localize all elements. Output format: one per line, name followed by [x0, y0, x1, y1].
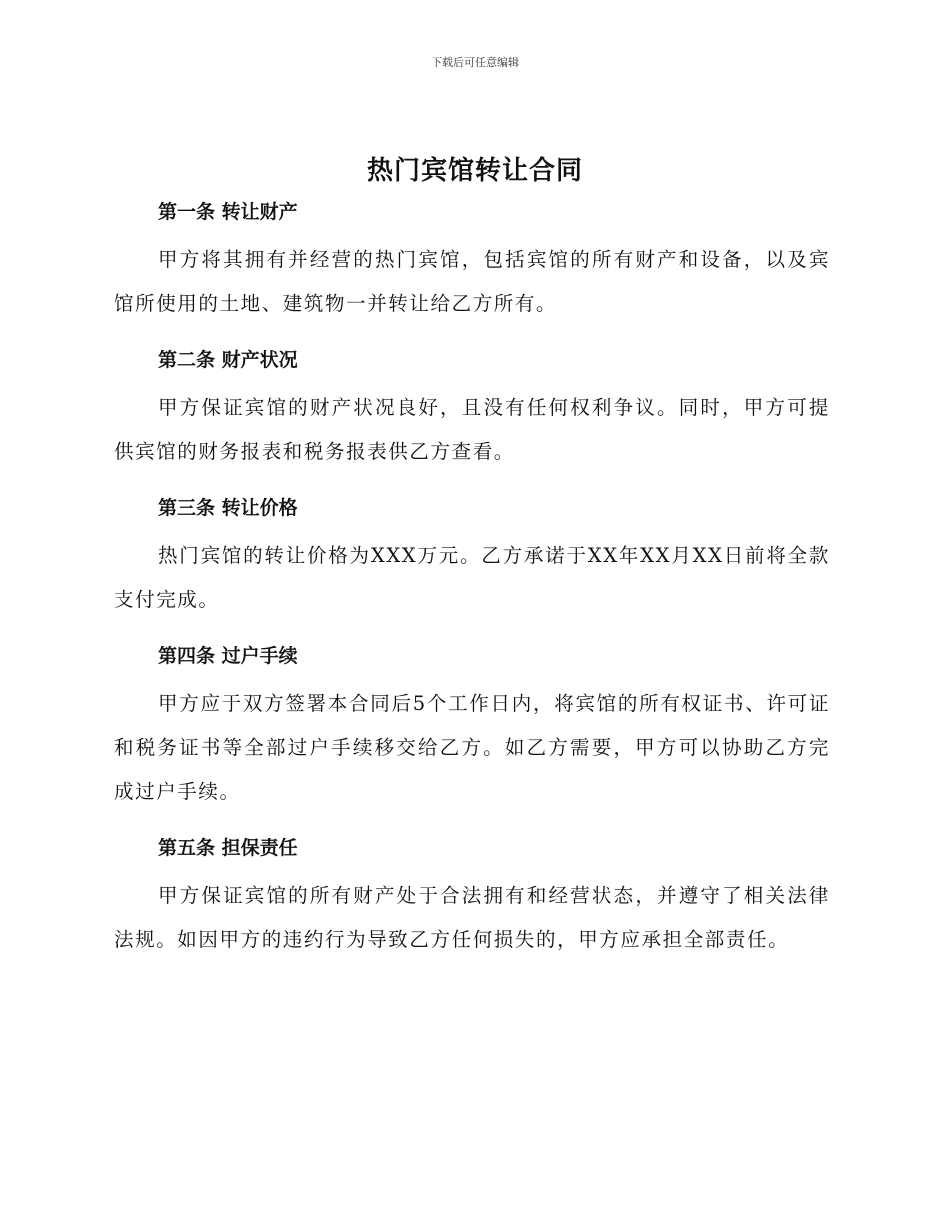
section-heading: 第四条 过户手续 [158, 645, 298, 667]
section-3 [114, 492, 830, 622]
section-4 [114, 640, 830, 814]
section-body: 甲方保证宾馆的所有财产处于合法拥有和经营状态，并遵守了相关法律法规。如因甲方的违约行为导致乙方任何损失的，甲方应承担全部责任。 [114, 884, 830, 951]
section-2 [114, 344, 830, 474]
document-title: 热门宾馆转让合同 [366, 156, 583, 186]
section-heading: 第一条 转让财产 [158, 201, 298, 223]
section-body: 甲方保证宾馆的财产状况良好，且没有任何权利争议。同时，甲方可提供宾馆的财务报表和税务报表供乙方查看。 [114, 396, 830, 463]
section-body: 热门宾馆的转让价格为XXX万元。乙方承诺于XX年XX月XX日前将全款支付完成。 [114, 544, 830, 611]
section-body: 甲方将其拥有并经营的热门宾馆，包括宾馆的所有财产和设备，以及宾馆所使用的土地、建筑物一并转让给乙方所有。 [114, 248, 830, 315]
section-heading: 第五条 担保责任 [158, 837, 298, 859]
section-1 [114, 196, 830, 326]
section-heading: 第二条 财产状况 [158, 349, 298, 371]
section-heading: 第三条 转让价格 [158, 497, 298, 519]
section-5 [114, 832, 830, 962]
document-content [114, 196, 830, 980]
section-body: 甲方应于双方签署本合同后5个工作日内，将宾馆的所有权证书、许可证和税务证书等全部过户手续移交给乙方。如乙方需要，甲方可以协助乙方完成过户手续。 [114, 692, 830, 803]
header-note: 下载后可任意编辑 [431, 56, 519, 69]
